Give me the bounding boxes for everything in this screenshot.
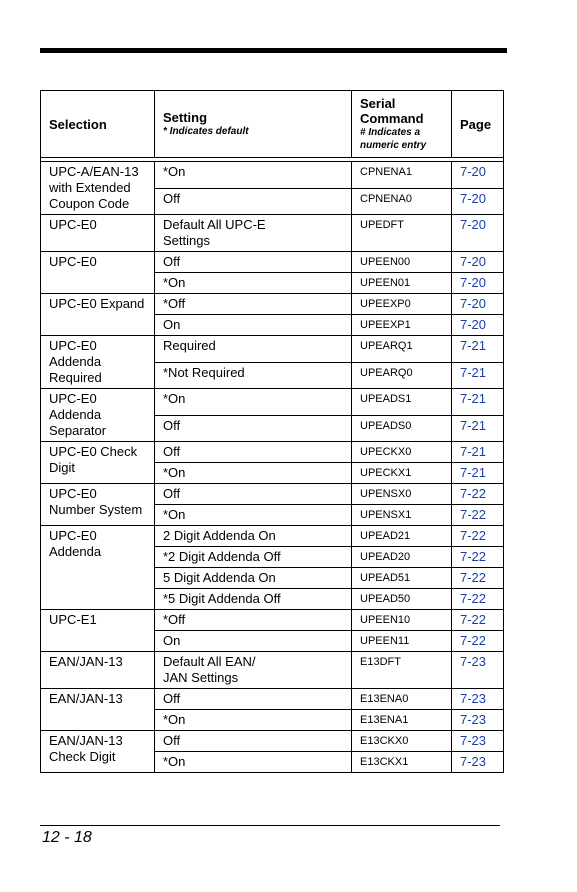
setting-text: *5 Digit Addenda Off bbox=[163, 591, 281, 606]
page-cell bbox=[452, 188, 504, 215]
page-cell bbox=[452, 362, 504, 389]
page-link[interactable]: 7-22 bbox=[460, 528, 487, 543]
selection-text: Required bbox=[49, 370, 102, 385]
selection-text: Addenda bbox=[49, 544, 102, 559]
command-cell: UPEAD21 bbox=[352, 526, 452, 547]
selection-cell bbox=[41, 215, 155, 252]
page-link[interactable]: 7-22 bbox=[460, 486, 487, 501]
setting-text: *On bbox=[163, 391, 186, 406]
setting-cell bbox=[155, 631, 352, 652]
selection-text: Number System bbox=[49, 502, 143, 517]
setting-text: *On bbox=[163, 164, 186, 179]
command-cell: E13CKX0 bbox=[352, 731, 452, 752]
table-row bbox=[41, 731, 504, 752]
command-cell: UPENSX0 bbox=[352, 484, 452, 505]
header-serial-command: Serial Command # Indicates a numeric entry bbox=[352, 91, 452, 158]
page-link[interactable]: 7-21 bbox=[460, 465, 487, 480]
page-link[interactable]: 7-20 bbox=[460, 275, 487, 290]
setting-cell bbox=[155, 752, 352, 773]
selection-text: EAN/JAN-13 bbox=[49, 733, 123, 748]
setting-text: *2 Digit Addenda Off bbox=[163, 549, 281, 564]
setting-cell bbox=[155, 188, 352, 215]
page-link[interactable]: 7-23 bbox=[460, 733, 487, 748]
setting-cell bbox=[155, 362, 352, 389]
selection-text: UPC-E0 bbox=[49, 391, 97, 406]
selection-cell bbox=[41, 442, 155, 484]
page-link[interactable]: 7-22 bbox=[460, 507, 487, 522]
table-row bbox=[41, 336, 504, 363]
setting-text: 5 Digit Addenda On bbox=[163, 570, 276, 585]
setting-text: Off bbox=[163, 417, 181, 433]
setting-text: *On bbox=[163, 465, 186, 480]
page-link[interactable]: 7-22 bbox=[460, 633, 487, 648]
page-link[interactable]: 7-21 bbox=[460, 338, 487, 353]
selection-cell bbox=[41, 526, 155, 610]
command-cell: CPNENA0 bbox=[352, 188, 452, 215]
selection-text: Separator bbox=[49, 423, 107, 438]
command-cell: CPNENA1 bbox=[352, 162, 452, 189]
page-link[interactable]: 7-23 bbox=[460, 654, 487, 669]
page-cell bbox=[452, 568, 504, 589]
setting-text: Settings bbox=[163, 233, 210, 248]
command-cell: UPEEN00 bbox=[352, 252, 452, 273]
selection-cell bbox=[41, 731, 155, 773]
setting-cell bbox=[155, 484, 352, 505]
page-link[interactable]: 7-23 bbox=[460, 691, 487, 706]
selection-text: with Extended bbox=[49, 180, 131, 195]
selection-cell bbox=[41, 336, 155, 389]
setting-text: *Not Required bbox=[163, 364, 245, 380]
page-link[interactable]: 7-20 bbox=[460, 317, 487, 332]
table-row bbox=[41, 442, 504, 463]
command-cell: UPEAD51 bbox=[352, 568, 452, 589]
page-cell bbox=[452, 710, 504, 731]
setting-text: JAN Settings bbox=[163, 670, 239, 685]
command-cell: E13ENA0 bbox=[352, 689, 452, 710]
top-rule bbox=[40, 48, 507, 53]
page-cell bbox=[452, 631, 504, 652]
page-number: 12 - 18 bbox=[42, 829, 92, 846]
setting-text: On bbox=[163, 633, 181, 648]
setting-cell bbox=[155, 505, 352, 526]
selection-cell bbox=[41, 389, 155, 442]
table-row bbox=[41, 252, 504, 273]
command-cell: UPEDFT bbox=[352, 215, 452, 252]
bottom-rule bbox=[40, 825, 500, 826]
setting-text: *Off bbox=[163, 612, 186, 627]
table-row bbox=[41, 526, 504, 547]
command-cell: UPEADS1 bbox=[352, 389, 452, 416]
setting-text: 2 Digit Addenda On bbox=[163, 528, 276, 543]
setting-text: Off bbox=[163, 691, 181, 706]
setting-text: Off bbox=[163, 254, 181, 269]
page-link[interactable]: 7-22 bbox=[460, 591, 487, 606]
setting-text: *On bbox=[163, 754, 186, 769]
page-cell bbox=[452, 526, 504, 547]
page-cell bbox=[452, 752, 504, 773]
page-cell bbox=[452, 252, 504, 273]
page-cell bbox=[452, 484, 504, 505]
page-link[interactable]: 7-20 bbox=[460, 164, 487, 179]
selection-text: EAN/JAN-13 bbox=[49, 654, 123, 669]
setting-cell bbox=[155, 610, 352, 631]
setting-cell bbox=[155, 568, 352, 589]
command-cell: E13DFT bbox=[352, 652, 452, 689]
setting-text: Default All UPC-E bbox=[163, 217, 266, 232]
setting-text: On bbox=[163, 317, 181, 332]
page-link[interactable]: 7-23 bbox=[460, 712, 487, 727]
page-link[interactable]: 7-22 bbox=[460, 612, 487, 627]
selection-cell bbox=[41, 484, 155, 526]
selection-text: UPC-E0 Check bbox=[49, 444, 138, 459]
setting-cell bbox=[155, 389, 352, 416]
table-row bbox=[41, 215, 504, 252]
command-cell: UPEAD20 bbox=[352, 547, 452, 568]
selection-text: UPC-E0 bbox=[49, 338, 97, 353]
setting-cell bbox=[155, 336, 352, 363]
selection-cell bbox=[41, 652, 155, 689]
setting-cell bbox=[155, 294, 352, 315]
page-link[interactable]: 7-21 bbox=[460, 444, 487, 459]
page-cell bbox=[452, 610, 504, 631]
page-link[interactable]: 7-23 bbox=[460, 754, 487, 769]
command-cell: UPECKX0 bbox=[352, 442, 452, 463]
header-serial-note: # Indicates a bbox=[360, 127, 421, 138]
header-setting: Setting * Indicates default bbox=[155, 91, 352, 158]
page-cell bbox=[452, 547, 504, 568]
setting-cell bbox=[155, 652, 352, 689]
setting-cell bbox=[155, 731, 352, 752]
page-link[interactable]: 7-20 bbox=[460, 217, 487, 232]
page-cell bbox=[452, 731, 504, 752]
header-selection: Selection bbox=[41, 91, 155, 158]
table-header bbox=[41, 91, 504, 162]
setting-text: Off bbox=[163, 444, 181, 459]
page-cell bbox=[452, 415, 504, 442]
selection-text: Coupon Code bbox=[49, 196, 130, 211]
command-cell: UPEEXP1 bbox=[352, 315, 452, 336]
page-cell bbox=[452, 273, 504, 294]
setting-text: Off bbox=[163, 190, 181, 206]
page-cell bbox=[452, 294, 504, 315]
command-cell: UPEARQ1 bbox=[352, 336, 452, 363]
page-cell bbox=[452, 505, 504, 526]
selection-text: UPC-E0 bbox=[49, 254, 97, 269]
page-link[interactable]: 7-22 bbox=[460, 570, 487, 585]
selection-text: EAN/JAN-13 bbox=[49, 691, 123, 706]
header-page: Page bbox=[452, 91, 504, 158]
setting-cell bbox=[155, 252, 352, 273]
setting-text: *On bbox=[163, 712, 186, 727]
page-link[interactable]: 7-20 bbox=[460, 296, 487, 311]
setting-cell bbox=[155, 463, 352, 484]
selection-text: Check Digit bbox=[49, 749, 116, 764]
page-cell bbox=[452, 463, 504, 484]
page-cell bbox=[452, 442, 504, 463]
setting-text: Default All EAN/ bbox=[163, 654, 256, 669]
selection-text: UPC-A/EAN-13 bbox=[49, 164, 139, 179]
command-cell: UPENSX1 bbox=[352, 505, 452, 526]
page-cell bbox=[452, 215, 504, 252]
setting-cell bbox=[155, 710, 352, 731]
selection-text: UPC-E1 bbox=[49, 612, 97, 627]
setting-cell bbox=[155, 415, 352, 442]
page-cell bbox=[452, 389, 504, 416]
page-link[interactable]: 7-21 bbox=[460, 391, 487, 406]
selection-text: UPC-E0 bbox=[49, 528, 97, 543]
setting-cell bbox=[155, 215, 352, 252]
setting-cell bbox=[155, 273, 352, 294]
selection-text: UPC-E0 Expand bbox=[49, 296, 145, 311]
setting-text: *Off bbox=[163, 296, 186, 311]
page-link[interactable]: 7-22 bbox=[460, 549, 487, 564]
setting-text: Off bbox=[163, 733, 181, 748]
command-cell: UPECKX1 bbox=[352, 463, 452, 484]
header-setting-note: * Indicates default bbox=[163, 126, 249, 137]
selection-text: UPC-E0 bbox=[49, 217, 97, 232]
setting-cell bbox=[155, 526, 352, 547]
command-cell: UPEADS0 bbox=[352, 415, 452, 442]
command-cell: E13CKX1 bbox=[352, 752, 452, 773]
selection-text: Addenda bbox=[49, 354, 102, 369]
table-row bbox=[41, 294, 504, 315]
page-link[interactable]: 7-21 bbox=[460, 364, 487, 380]
page-link[interactable]: 7-20 bbox=[460, 254, 487, 269]
table-row bbox=[41, 652, 504, 689]
selection-cell bbox=[41, 689, 155, 731]
setting-cell bbox=[155, 547, 352, 568]
setting-cell bbox=[155, 689, 352, 710]
page-cell bbox=[452, 589, 504, 610]
command-cell: UPEEXP0 bbox=[352, 294, 452, 315]
selection-text: Digit bbox=[49, 460, 76, 475]
command-cell: UPEEN10 bbox=[352, 610, 452, 631]
page-cell bbox=[452, 162, 504, 189]
selection-text: Addenda bbox=[49, 407, 102, 422]
table-row bbox=[41, 610, 504, 631]
page-cell bbox=[452, 689, 504, 710]
setting-cell bbox=[155, 442, 352, 463]
setting-text: Required bbox=[163, 338, 216, 353]
serial-command-table bbox=[40, 90, 504, 773]
command-cell: UPEEN11 bbox=[352, 631, 452, 652]
page-link[interactable]: 7-20 bbox=[460, 190, 487, 206]
setting-text: *On bbox=[163, 275, 186, 290]
command-cell: UPEEN01 bbox=[352, 273, 452, 294]
page-cell bbox=[452, 652, 504, 689]
table-body bbox=[41, 162, 504, 773]
setting-text: Off bbox=[163, 486, 181, 501]
selection-cell bbox=[41, 162, 155, 215]
table-row bbox=[41, 484, 504, 505]
command-cell: UPEARQ0 bbox=[352, 362, 452, 389]
page-cell bbox=[452, 315, 504, 336]
selection-cell bbox=[41, 252, 155, 294]
setting-cell bbox=[155, 589, 352, 610]
selection-cell bbox=[41, 610, 155, 652]
setting-cell bbox=[155, 315, 352, 336]
page-link[interactable]: 7-21 bbox=[460, 417, 487, 433]
command-cell: UPEAD50 bbox=[352, 589, 452, 610]
command-cell: E13ENA1 bbox=[352, 710, 452, 731]
setting-cell bbox=[155, 162, 352, 189]
page-cell bbox=[452, 336, 504, 363]
setting-text: *On bbox=[163, 507, 186, 522]
table-row bbox=[41, 689, 504, 710]
table-row bbox=[41, 162, 504, 189]
selection-cell bbox=[41, 294, 155, 336]
selection-text: UPC-E0 bbox=[49, 486, 97, 501]
table-row bbox=[41, 389, 504, 416]
